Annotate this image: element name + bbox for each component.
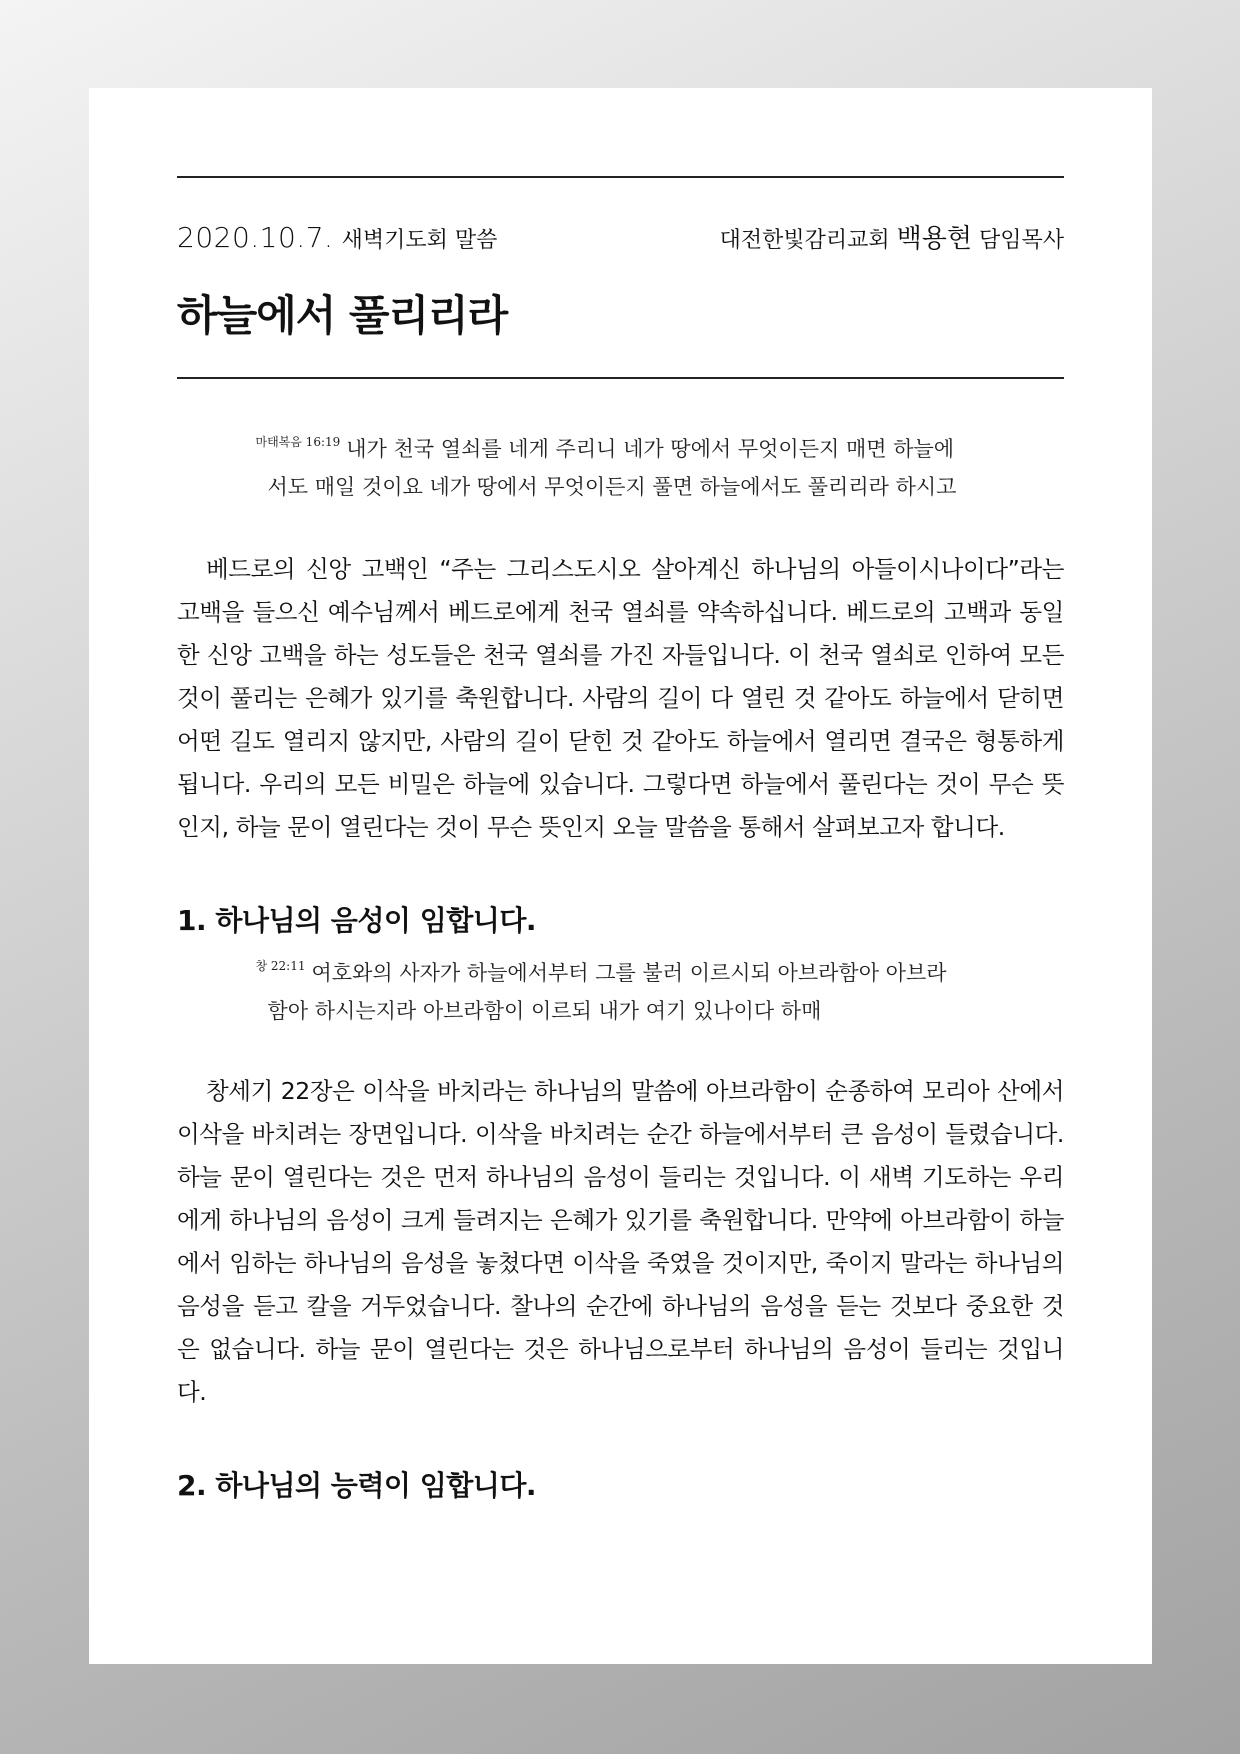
date-line [177, 221, 497, 254]
scripture-line-1 [256, 423, 986, 468]
top-rule [177, 176, 1064, 178]
intro-paragraph: 베드로의 신앙 고백인 “주는 그리스도시오 살아계신 하나님의 아들이시나이다”라는 고백을 들으신 예수님께서 베드로에게 천국 열쇠를 약속하십니다. 베드로의 고백과 동일한 신앙 고백을 하는 성도들은 천국 열쇠를 가진 자들입니다. 이 천국 열쇠로 인하여 모든 것이 풀리는 은혜가 있기를 축원합니다. 사람의 길이 다 열린 것 같아도 하늘에서 닫히면 어떤 길도 열리지 않지만, 사람의 길이 닫힌 것 같아도 하늘에서 열리면 결국은 형통하게 됩니다. 우리의 모든 비밀은 하늘에 있습니다. 그렇다면 하늘에서 풀린다는 것이 무슨 뜻인지, 하늘 문이 열린다는 것이 무슨 뜻인지 오늘 말씀을 통해서 살펴보고자 합니다. [177, 555, 1064, 841]
sermon-title: 하늘에서 풀리리라 [177, 291, 508, 340]
section-1-paragraph: 창세기 22장은 이삭을 바치라는 하나님의 말씀에 아브라함이 순종하여 모리아 산에서 이삭을 바치려는 장면입니다. 이삭을 바치려는 순간 하늘에서부터 큰 음성이 들렸습니다. 하늘 문이 열린다는 것은 먼저 하나님의 음성이 들리는 것입니다. 이 새벽 기도하는 우리에게 하나님의 음성이 크게 들려지는 은혜가 있기를 축원합니다. 만약에 아브라함이 하늘에서 임하는 하나님의 음성을 놓쳤다면 이삭을 죽였을 것이지만, 죽이지 말라는 하나님의 음성을 듣고 칼을 거두었습니다. 찰나의 순간에 하나님의 음성을 듣는 것보다 중요한 것은 없습니다. 하늘 문이 열린다는 것은 하나님으로부터 하나님의 음성이 들리는 것입니다. [177, 1077, 1064, 1406]
page-content [177, 176, 1064, 1504]
section-1-scripture-ref: 창 22:11 [255, 959, 306, 973]
section-1-scripture-line-1 [256, 947, 986, 992]
sermon-meta [177, 218, 1064, 255]
scripture-text-1: 내가 천국 열쇠를 네게 주리니 네가 땅에서 무엇이든지 매면 하늘에 [346, 437, 955, 461]
section-1-heading: 1. 하나님의 음성이 임합니다. [177, 904, 537, 937]
title-rule [177, 377, 1064, 379]
pastor-title: 담임목사 [978, 228, 1064, 253]
section-1-scripture-text-1: 여호와의 사자가 하늘에서부터 그를 불러 이르시되 아브라함아 아브라 [311, 961, 947, 985]
pastor-name: 백용현 [896, 224, 972, 254]
main-scripture [256, 423, 986, 506]
section-1-scripture-line-2: 함아 하시는지라 아브라함이 이르되 내가 여기 있나이다 하매 [267, 999, 822, 1023]
sermon-date: 2020.10.7. [177, 221, 334, 254]
document-page [89, 88, 1152, 1664]
scripture-line-2: 서도 매일 것이요 네가 땅에서 무엇이든지 풀면 하늘에서도 풀리리라 하시고 [267, 475, 957, 499]
section-2-heading: 2. 하나님의 능력이 임합니다. [177, 1469, 537, 1502]
service-name: 새벽기도회 말씀 [341, 228, 498, 253]
preacher-line [720, 218, 1064, 255]
section-1-scripture [256, 947, 986, 1030]
church-name: 대전한빛감리교회 [719, 228, 890, 253]
scripture-ref: 마태복음 16:19 [255, 435, 341, 449]
